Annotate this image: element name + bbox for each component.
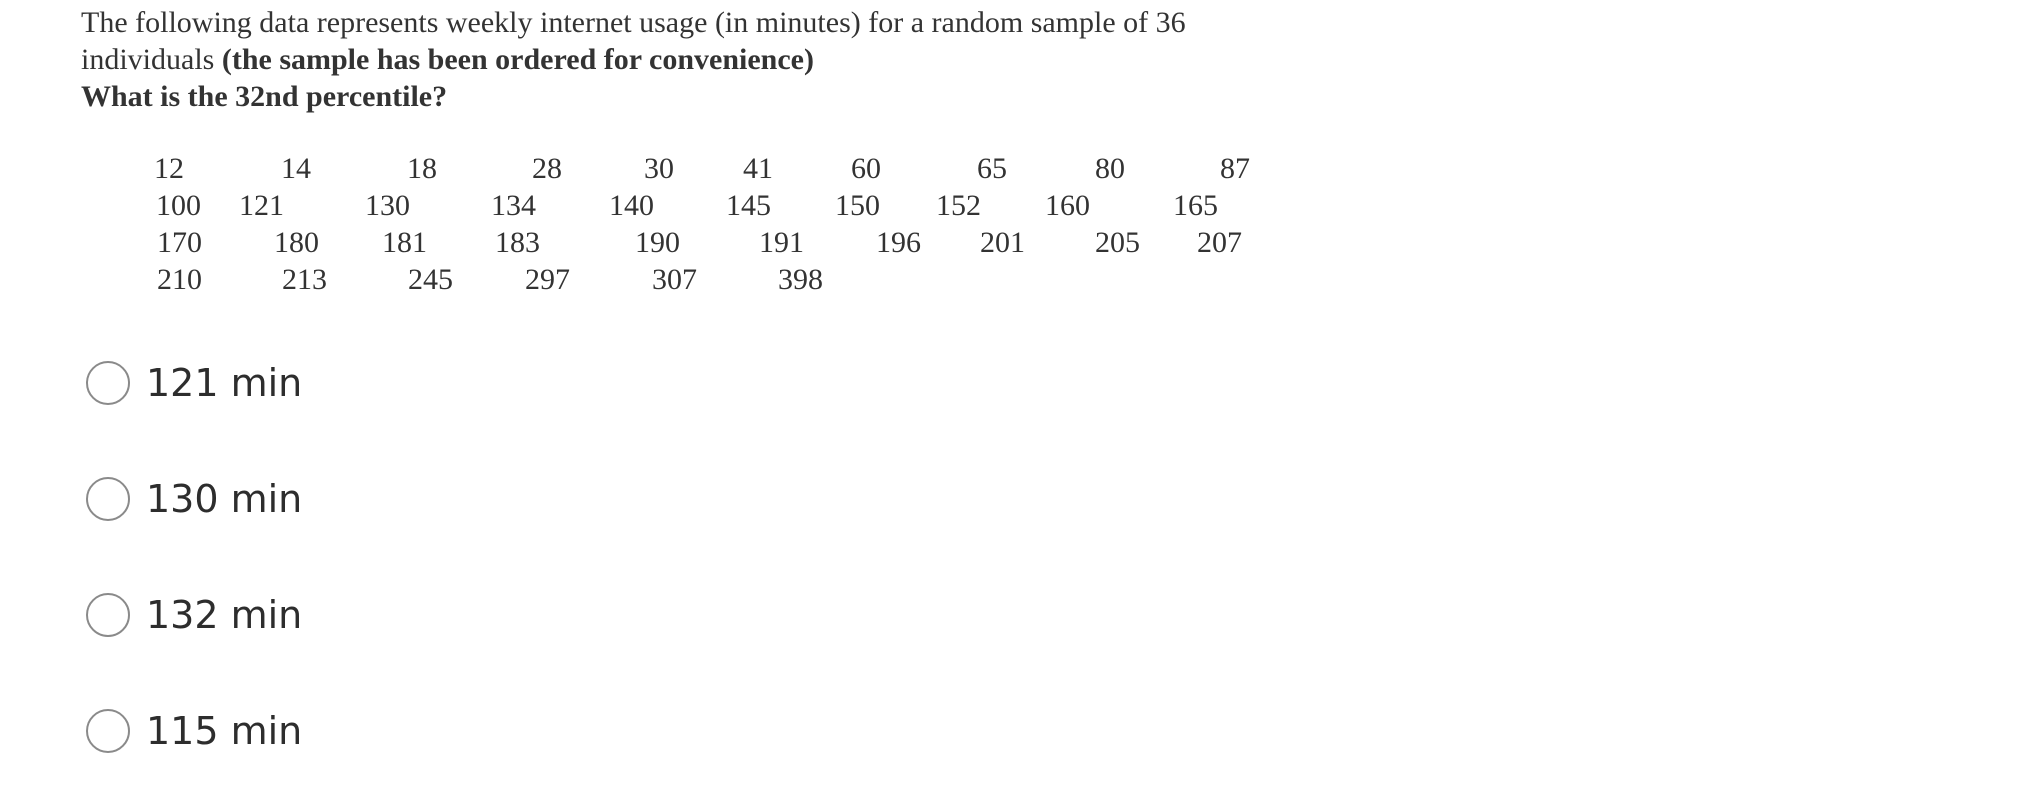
data-value: 130 xyxy=(365,189,410,222)
answer-option[interactable] xyxy=(86,590,302,640)
radio-button[interactable] xyxy=(86,709,130,753)
data-value: 170 xyxy=(157,226,202,259)
answer-option[interactable] xyxy=(86,474,302,524)
data-value: 180 xyxy=(274,226,319,259)
data-value: 60 xyxy=(851,152,881,185)
question-line-2-plain: individuals xyxy=(81,43,222,76)
data-value: 30 xyxy=(644,152,674,185)
data-value: 28 xyxy=(532,152,562,185)
question-prompt: What is the 32nd percentile? xyxy=(81,80,448,113)
data-value: 398 xyxy=(778,263,823,296)
answer-option-label: 132 min xyxy=(146,593,303,637)
radio-button[interactable] xyxy=(86,593,130,637)
data-value: 41 xyxy=(743,152,773,185)
data-value: 165 xyxy=(1173,189,1218,222)
data-value: 80 xyxy=(1095,152,1125,185)
answer-option[interactable] xyxy=(86,358,302,408)
data-value: 190 xyxy=(635,226,680,259)
data-value: 196 xyxy=(876,226,921,259)
data-value: 14 xyxy=(281,152,311,185)
radio-button[interactable] xyxy=(86,361,130,405)
data-value: 210 xyxy=(157,263,202,296)
data-value: 297 xyxy=(525,263,570,296)
data-value: 140 xyxy=(609,189,654,222)
data-value: 307 xyxy=(652,263,697,296)
data-value: 121 xyxy=(239,189,284,222)
answer-option-label: 130 min xyxy=(146,477,303,521)
radio-button[interactable] xyxy=(86,477,130,521)
answer-option-label: 115 min xyxy=(146,709,303,753)
data-value: 152 xyxy=(936,189,981,222)
question-line-1: The following data represents weekly internet usage (in minutes) for a random sample of 36 xyxy=(81,6,1186,39)
data-value: 213 xyxy=(282,263,327,296)
data-value: 65 xyxy=(977,152,1007,185)
data-value: 150 xyxy=(835,189,880,222)
question-line-2-bold: (the sample has been ordered for convenience) xyxy=(221,43,814,76)
data-value: 100 xyxy=(156,189,201,222)
data-value: 191 xyxy=(759,226,804,259)
data-value: 181 xyxy=(382,226,427,259)
answer-option[interactable] xyxy=(86,706,302,756)
data-value: 205 xyxy=(1095,226,1140,259)
data-value: 160 xyxy=(1045,189,1090,222)
data-value: 207 xyxy=(1197,226,1242,259)
data-value: 201 xyxy=(980,226,1025,259)
data-value: 134 xyxy=(491,189,536,222)
data-values-table xyxy=(0,0,2026,320)
answer-option-label: 121 min xyxy=(146,361,303,405)
data-value: 183 xyxy=(495,226,540,259)
data-value: 18 xyxy=(407,152,437,185)
data-value: 87 xyxy=(1220,152,1250,185)
data-value: 12 xyxy=(154,152,184,185)
data-value: 245 xyxy=(408,263,453,296)
data-value: 145 xyxy=(726,189,771,222)
